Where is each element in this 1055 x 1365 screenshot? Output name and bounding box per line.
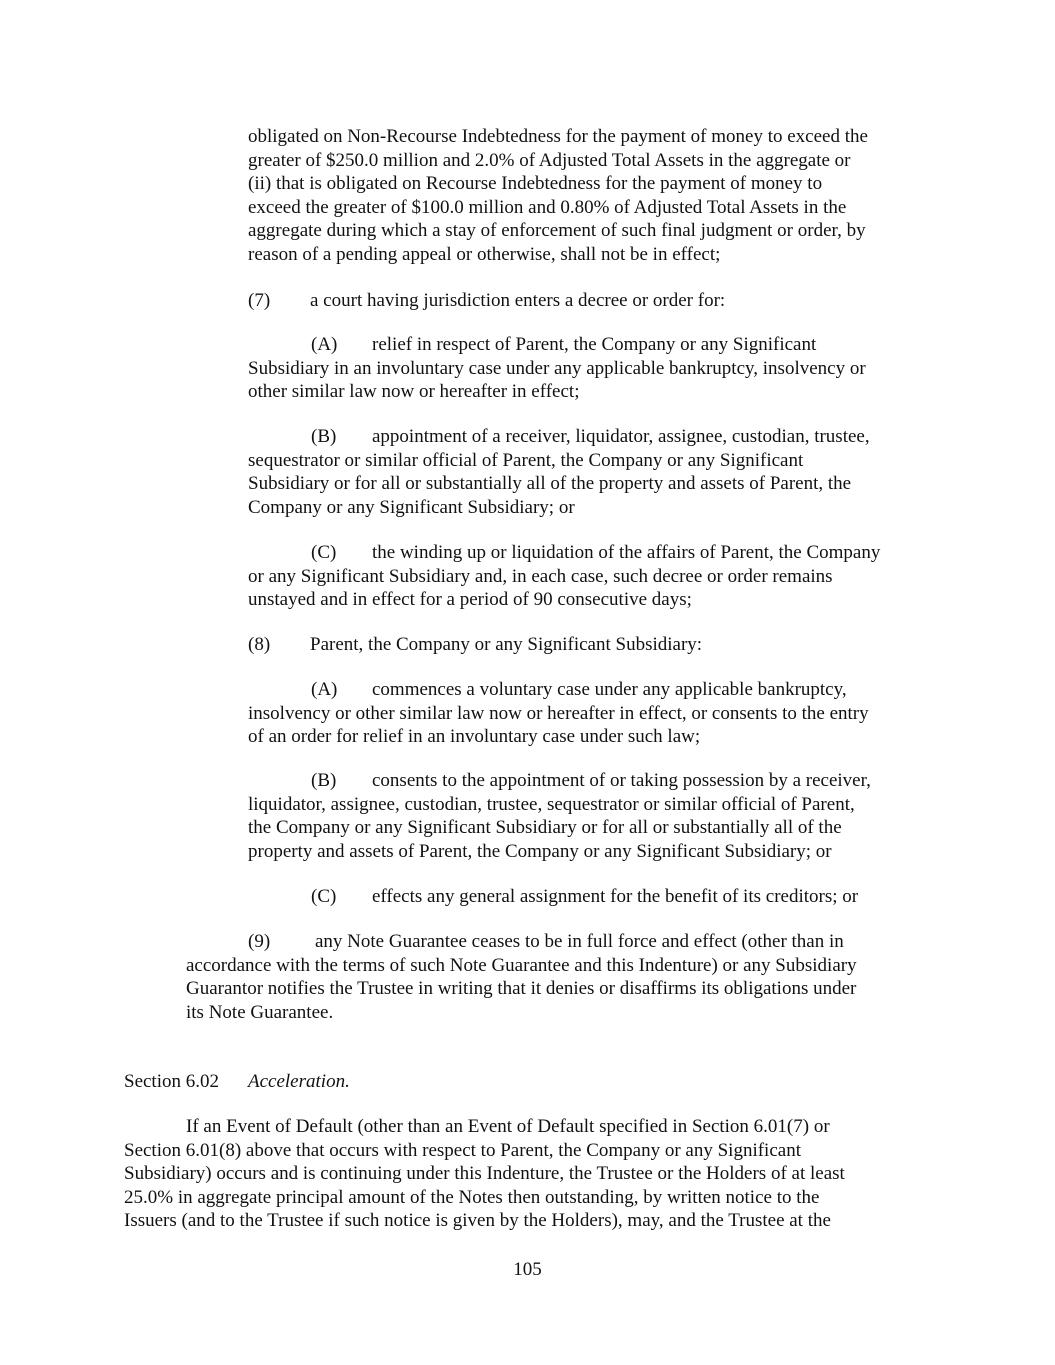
acceleration-paragraph xyxy=(124,1115,845,1233)
subclause-text: appointment of a receiver, liquidator, assignee, custodian, trustee, xyxy=(372,426,870,447)
text-line: 25.0% in aggregate principal amount of the Notes then outstanding, by written notice to the xyxy=(124,1186,820,1208)
text-line: exceed the greater of $100.0 million and 0.80% of Adjusted Total Assets in the xyxy=(248,196,847,218)
subclause-label: (C) xyxy=(311,542,337,563)
text-line: of an order for relief in an involuntary case under such law; xyxy=(248,726,701,748)
text-line: liquidator, assignee, custodian, trustee, sequestrator or similar official of Parent, xyxy=(248,793,855,815)
text-line: sequestrator or similar official of Parent, the Company or any Significant xyxy=(248,449,804,471)
text-line: Company or any Significant Subsidiary; or xyxy=(248,496,575,518)
section-number: Section 6.02 xyxy=(124,1071,219,1092)
text-line: Guarantor notifies the Trustee in writing that it denies or disaffirms its obligations under xyxy=(186,978,857,1000)
section-title: Acceleration. xyxy=(248,1071,350,1092)
clause-7b xyxy=(248,425,870,519)
text-line: other similar law now or hereafter in effect; xyxy=(248,381,580,403)
clause-8a xyxy=(248,678,869,749)
text-line: Subsidiary) occurs and is continuing under this Indenture, the Trustee or the Holders of at least xyxy=(124,1163,845,1185)
paragraph-first-line: If an Event of Default (other than an Event of Default specified in Section 6.01(7) or xyxy=(186,1116,830,1137)
subclause-text: the winding up or liquidation of the affairs of Parent, the Company xyxy=(372,542,881,563)
subclause-label: (B) xyxy=(311,426,337,447)
text-line: greater of $250.0 million and 2.0% of Adjusted Total Assets in the aggregate or xyxy=(248,149,851,171)
subclause-text: effects any general assignment for the benefit of its creditors; or xyxy=(372,886,859,907)
text-line xyxy=(124,1115,845,1139)
continuation-paragraph xyxy=(248,125,868,267)
text-line: obligated on Non-Recourse Indebtedness for the payment of money to exceed the xyxy=(248,126,868,147)
clause-8-heading xyxy=(248,633,702,657)
clause-7a xyxy=(248,333,866,404)
clause-text: a court having jurisdiction enters a decree or order for: xyxy=(310,290,726,311)
clause-9 xyxy=(186,930,857,1024)
text-line: unstayed and in effect for a period of 90 consecutive days; xyxy=(248,589,692,611)
subclause-label: (C) xyxy=(311,886,337,907)
clause-label: (9) xyxy=(248,931,271,952)
subclause-text: commences a voluntary case under any applicable bankruptcy, xyxy=(372,679,847,700)
subclause-label: (A) xyxy=(311,679,338,700)
page-number: 105 xyxy=(513,1259,542,1280)
text-line: (ii) that is obligated on Recourse Indebtedness for the payment of money to xyxy=(248,173,823,195)
subclause-label: (B) xyxy=(311,770,337,791)
text-line: Issuers (and to the Trustee if such notice is given by the Holders), may, and the Trustee at the xyxy=(124,1210,831,1232)
clause-label: (8) xyxy=(248,634,271,655)
text-line: reason of a pending appeal or otherwise, shall not be in effect; xyxy=(248,243,721,265)
text-line xyxy=(248,678,869,702)
subclause-text: consents to the appointment of or taking possession by a receiver, xyxy=(372,770,871,791)
text-line xyxy=(248,333,866,357)
text-line: insolvency or other similar law now or hereafter in effect, or consents to the entry xyxy=(248,702,869,724)
clause-text: any Note Guarantee ceases to be in full force and effect (other than in xyxy=(315,931,844,952)
text-line: or any Significant Subsidiary and, in each case, such decree or order remains xyxy=(248,565,833,587)
subclause-text: relief in respect of Parent, the Company or any Significant xyxy=(372,334,817,355)
clause-7-heading xyxy=(248,289,725,313)
section-heading xyxy=(124,1070,350,1094)
subclause-label: (A) xyxy=(311,334,338,355)
text-line: Section 6.01(8) above that occurs with respect to Parent, the Company or any Significant xyxy=(124,1139,801,1161)
text-line xyxy=(186,930,857,954)
clause-8c xyxy=(248,885,858,909)
clause-8b xyxy=(248,769,871,863)
text-line xyxy=(248,885,858,909)
clause-label: (7) xyxy=(248,290,271,311)
text-line: accordance with the terms of such Note Guarantee and this Indenture) or any Subsidiary xyxy=(186,954,857,976)
text-line: Subsidiary in an involuntary case under any applicable bankruptcy, insolvency or xyxy=(248,357,866,379)
text-line: Subsidiary or for all or substantially all of the property and assets of Parent, the xyxy=(248,473,852,495)
text-line xyxy=(248,769,871,793)
text-line xyxy=(248,425,870,449)
text-line: the Company or any Significant Subsidiary or for all or substantially all of the xyxy=(248,817,842,839)
clause-text: Parent, the Company or any Significant Subsidiary: xyxy=(310,634,703,655)
text-line: aggregate during which a stay of enforcement of such final judgment or order, by xyxy=(248,220,866,242)
text-line: property and assets of Parent, the Company or any Significant Subsidiary; or xyxy=(248,840,832,862)
clause-7c xyxy=(248,541,880,612)
text-line xyxy=(248,541,880,565)
text-line: its Note Guarantee. xyxy=(186,1001,334,1023)
